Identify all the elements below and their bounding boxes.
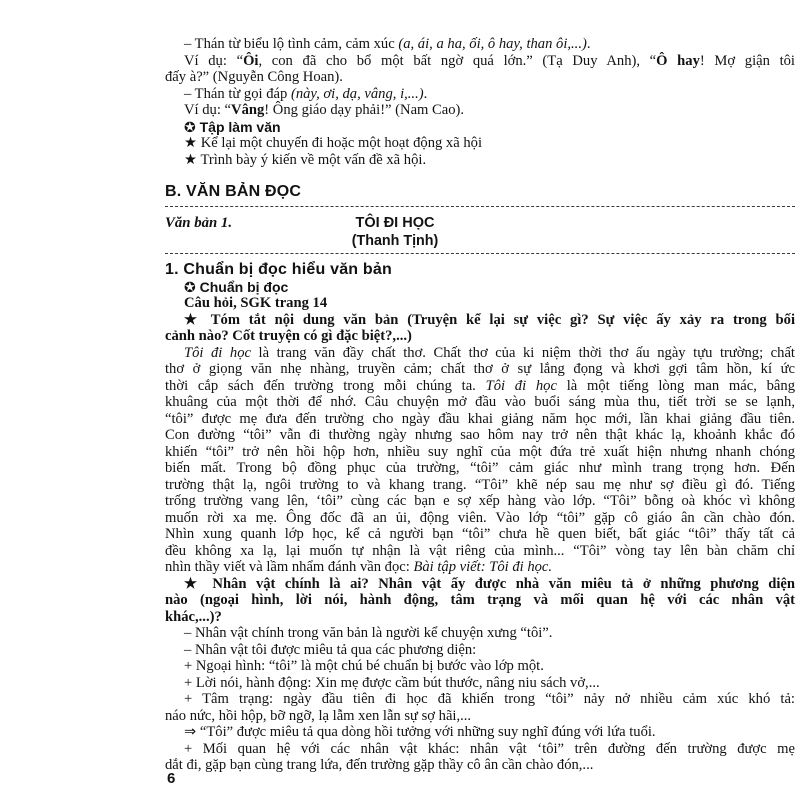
text-segment: nhìn thầy viết và lầm nhẩm đánh vần đọc:: [165, 559, 414, 575]
line-cau-hoi-sgk: [165, 295, 795, 312]
text-segment: là trang văn đầy chất thơ. Chất thơ của ki niệm thời thơ ấu ngày tựu trường; chất: [250, 344, 795, 361]
para-line-4: [165, 394, 795, 411]
text-segment: muốn rời xa mẹ. Ông đốc đã an ủi, động viên. Vào lớp “tôi” gặp cô giáo ân cần chào đón.: [165, 509, 795, 526]
para-line-3: [165, 378, 795, 395]
para-line-14: [165, 559, 795, 576]
text-segment: Kể lại một chuyến đi hoặc một hoạt động xã hội: [200, 135, 483, 151]
text-segment: náo nức, hồi hộp, bỡ ngỡ, lạ lẫm xen lẫn sự sợ hãi,...: [165, 707, 472, 724]
para-line-6: [165, 427, 795, 444]
text-segment: Ví dụ: “: [184, 52, 244, 69]
text-segment: Nhân vật chính là ai? Nhân vật ấy được nhà văn miêu tả ở những phương diện: [212, 575, 796, 592]
text-segment: Tóm tắt nội dung văn bản (Truyện kể lại sự việc gì? Sự việc ấy xảy ra trong bối: [210, 311, 795, 328]
divider-bottom: [165, 253, 795, 256]
text-segment: (này, ơi, dạ, vâng, i,...): [290, 85, 424, 102]
para-line-5: [165, 411, 795, 428]
text-segment: Tập làm văn: [199, 118, 281, 135]
text-segment: Chuẩn bị đọc: [199, 278, 289, 295]
answer-plus-tam-trang-1: [165, 691, 795, 708]
text-segment: 1. Chuẩn bị đọc hiểu văn bản: [165, 260, 392, 278]
text-segment: đấy à?” (Nguyễn Công Hoan).: [165, 69, 343, 85]
text-segment: – Nhân vật chính trong văn bản là người kể chuyện xưng “tôi”.: [184, 625, 553, 641]
text-segment: Bài tập viết: Tôi đi học.: [413, 559, 553, 575]
text-segment: Ví dụ: “: [184, 102, 232, 118]
text-segment: thơ ở giọng văn nhẹ nhàng, truyền cảm; chất thơ ở sự lắng đọng và khơi gợi tâm hồn, kí ức: [165, 361, 795, 377]
text-segment: Trình bày ý kiến về một vấn đề xã hội.: [200, 151, 427, 168]
star-icon: ★: [184, 151, 201, 168]
text-segment: Tôi đi học: [485, 377, 557, 394]
text-segment: Tôi đi học: [184, 344, 251, 361]
para-line-12: [165, 526, 795, 543]
question-tom-tat-2: [165, 328, 795, 345]
answer-plus-tam-trang-2: [165, 708, 795, 725]
line-than-tu-goi-dap: [165, 86, 795, 103]
text-segment: + Tâm trạng: ngày đầu tiên đi học đã khiến trong “tôi” nảy nở nhiều cảm xúc khó tả:: [184, 691, 795, 707]
para-line-1: [165, 345, 795, 362]
question-tom-tat-1: [165, 312, 795, 329]
text-segment: khuâng của một thời để nhớ. Câu chuyện mở đầu vào buổi sáng mùa thu, tiết trời se se lạnh,: [165, 394, 795, 410]
text-segment: “Tôi” được miêu tả qua dòng hồi tưởng với những suy nghĩ đúng với lứa tuổi.: [199, 724, 656, 740]
section-heading-1: [165, 260, 795, 279]
text-segment: , con đã cho bổ một bất ngờ quá lớn.” (Tạ Duy Anh), “: [258, 52, 657, 69]
text-segment: B. VĂN BẢN ĐỌC: [165, 183, 302, 200]
section-heading-b: [165, 182, 795, 201]
answer-plus-moi-quan-he-2: [165, 757, 795, 774]
line-ke-lai: [165, 135, 795, 152]
lesson-author: [165, 233, 625, 250]
text-segment: Ô hay: [656, 52, 700, 69]
lesson-title: TÔI ĐI HỌC: [355, 215, 435, 231]
line-vi-du-oi: [165, 53, 795, 70]
text-segment: trống trường vang lên, ‘tôi” cùng các bạn e sợ xếp hàng vào lớp. “Tôi” bỗng oà khóc vì không: [165, 493, 795, 509]
text-segment: biến mất. Trong bộ đồng phục của trường, “tôi” cảm giác như mình trang trọng hơn. Đến: [165, 460, 795, 476]
text-segment: Ôi: [243, 52, 259, 69]
text-segment: ! Mợ giận tôi: [699, 52, 795, 69]
answer-dash-1: [165, 625, 795, 642]
text-segment: Nhìn xung quanh lớp học, kể cả người bạn “tôi” chưa hề quen biết, bất giác “tôi” thấy tất cả: [165, 526, 795, 542]
text-segment: + Lời nói, hành động: Xin mẹ được cầm bút thước, nâng niu sách vở,...: [184, 674, 600, 691]
text-segment: – Nhân vật tôi được miêu tả qua các phương diện:: [184, 641, 477, 658]
text-segment: ! Ông giáo dạy phải!” (Nam Cao).: [264, 102, 465, 118]
text-segment: Vâng: [231, 102, 265, 118]
gear-star-icon: ✪: [184, 118, 200, 135]
star-icon: ★: [184, 311, 211, 328]
text-segment: là một tiếng lòng man mác, bâng: [556, 377, 795, 394]
line-than-tu-bieu-lo: [165, 36, 795, 53]
text-segment: + Ngoại hình: “tôi” là một chú bé chuẩn bị bước vào lớp một.: [184, 658, 544, 674]
text-segment: .: [586, 36, 591, 52]
heading-tap-lam-van: [165, 119, 795, 136]
answer-plus-loi-noi: [165, 675, 795, 692]
text-segment: Con đường “tôi” vẫn đi thường ngày nhưng sao hôm nay trở nên thật khác lạ, khoảnh khắc đó: [165, 427, 795, 443]
text-segment: – Thán từ biểu lộ tình cảm, cảm xúc: [184, 36, 399, 52]
line-trinh-bay: [165, 152, 795, 169]
text-segment: cảnh nào? Cốt truyện có gì đặc biệt?,...): [165, 328, 412, 344]
answer-dash-2: [165, 642, 795, 659]
content-flow: [165, 36, 795, 774]
line-vi-du-vang: [165, 102, 795, 119]
para-line-8: [165, 460, 795, 477]
text-segment: (a, ái, a ha, ối, ô hay, than ôi,...): [398, 36, 587, 52]
text-segment: “tôi” được mẹ đưa đến trường cho ngày đầu khai giảng năm học mới, lần khai giảng đầu tiên.: [165, 410, 795, 427]
star-icon: ★: [184, 135, 201, 151]
question-nhan-vat-2: [165, 592, 795, 609]
text-segment: + Mối quan hệ với các nhân vật khác: nhân vật ‘tôi” trên đường đến trường được mẹ: [184, 740, 795, 757]
para-line-9: [165, 477, 795, 494]
text-segment: nào (ngoại hình, lời nói, hành động, tâm trạng và mối quan hệ với các nhân vật: [165, 592, 795, 608]
text-segment: dắt đi, gặp bạn cùng trang lứa, đến trường gặp thầy cô ân cần chào đón,...: [165, 757, 594, 773]
lesson-title-row: [165, 213, 795, 233]
lesson-label: Văn bản 1.: [165, 215, 233, 231]
divider-top: [165, 206, 795, 209]
answer-arrow: [165, 724, 795, 741]
double-arrow-icon: ⇒: [184, 724, 200, 740]
text-segment: .: [423, 85, 428, 102]
text-segment: khác,...)?: [165, 608, 222, 625]
answer-plus-moi-quan-he-1: [165, 741, 795, 758]
para-line-10: [165, 493, 795, 510]
question-nhan-vat-3: [165, 609, 795, 626]
star-icon: ★: [184, 575, 213, 592]
text-segment: trường thật lạ, ngôi trường to và khang trang. “Tôi” khẽ nép sau mẹ như sợ điều gì đó. Tiếng: [165, 476, 795, 493]
text-segment: Câu hỏi, SGK trang 14: [184, 295, 328, 311]
para-line-13: [165, 543, 795, 560]
text-segment: – Thán từ gọi đáp: [184, 85, 291, 102]
para-line-7: [165, 444, 795, 461]
line-vi-du-oi-cont: [165, 69, 795, 86]
page-number: 6: [167, 770, 176, 787]
text-segment: thời cắp sách đến trường trong mỗi chúng ta.: [165, 377, 486, 394]
heading-chuan-bi-doc: [165, 279, 795, 296]
answer-plus-ngoai-hinh: [165, 658, 795, 675]
gear-star-icon: ✪: [184, 278, 200, 295]
text-segment: (Thanh Tịnh): [351, 233, 439, 249]
text-segment: khiến “tôi” trở nên hồi hộp hơn, nhiều suy nghĩ của một đứa trẻ xuất hiện nhưng nhanh chóng: [165, 443, 795, 460]
para-line-11: [165, 510, 795, 527]
question-nhan-vat-1: [165, 576, 795, 593]
para-line-2: [165, 361, 795, 378]
text-segment: đều không xa lạ, lại muốn tự nhận là vật riêng của mình... “Tôi” vòng tay lên bàn chăm chỉ: [165, 542, 795, 559]
